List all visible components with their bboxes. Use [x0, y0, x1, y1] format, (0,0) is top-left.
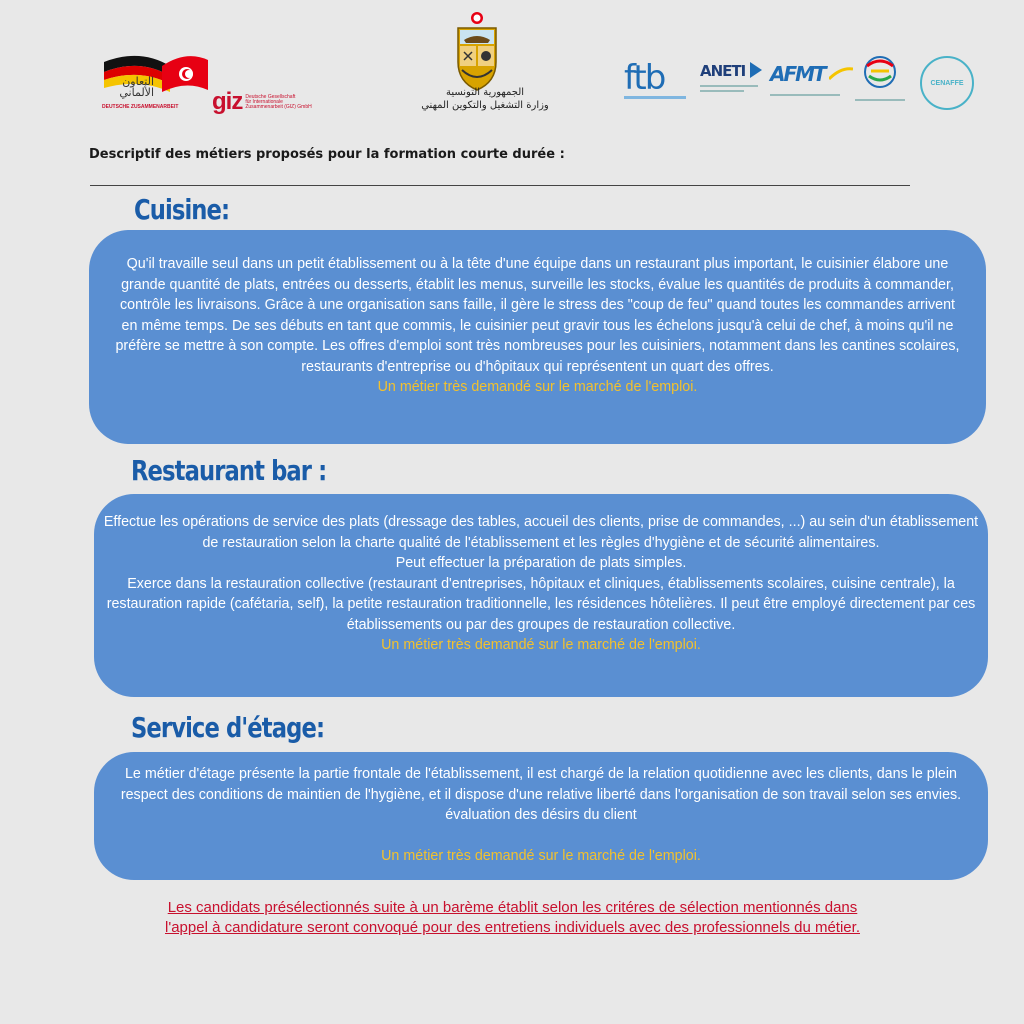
- giz-logo: [212, 88, 312, 116]
- section-box-restaurant-bar: [94, 494, 988, 697]
- german-cooperation-logo: [96, 50, 211, 120]
- tunisia-coat-of-arms-icon: [450, 10, 504, 92]
- divider: [90, 185, 910, 186]
- ministry-text: [410, 86, 560, 112]
- cooperation-arabic-text: التعاون الألماني: [119, 75, 154, 99]
- footer-notice: Les candidats présélectionnés suite à un barème établit selon les critéres de sélection mentionnés dans l'appel à candidature seront convoqué pour des entretiens individuels avec des professionnels du métier.: [165, 899, 860, 936]
- aneti-wordmark: ANETI: [700, 62, 746, 80]
- afmt-wordmark: AFMT: [770, 62, 825, 86]
- section-highlight-service-etage: Un métier très demandé sur le marché de l'emploi.: [381, 847, 701, 864]
- spacer: [108, 826, 974, 846]
- cenaffe-logo: [920, 56, 974, 110]
- ftb-wordmark: ftb: [624, 58, 665, 98]
- section-box-service-etage: [94, 752, 988, 880]
- section-title-service-etage: Service d'étage:: [131, 711, 325, 744]
- section-highlight-cuisine: Un métier très demandé sur le marché de l'emploi.: [377, 379, 698, 395]
- atfp-subtitle-bar: [855, 99, 905, 101]
- section-body-restaurant-bar-3: Exerce dans la restauration collective (restaurant d'entreprises, hôpitaux et cliniques, établissements scolaires, cuisine centrale), la restauration rapide (cafétaria, self), la petite restauration traditionnelle, les résidences hôtelières. Il peut être employé directement par ces établissements ou par des groupes de restauration collective.: [106, 575, 976, 633]
- aneti-arrow-icon: [750, 62, 762, 78]
- giz-wordmark: giz: [212, 88, 243, 115]
- aneti-subtitle-bar: [700, 85, 758, 87]
- ftb-logo: [624, 58, 686, 99]
- afmt-subtitle-bar: [770, 94, 840, 96]
- section-box-cuisine: [89, 230, 986, 444]
- aneti-subtitle-bar-2: [700, 90, 744, 92]
- ministry-line-1: الجمهورية التونسية: [445, 87, 525, 98]
- afmt-swoosh-icon: [829, 67, 853, 81]
- ministry-line-2: وزارة التشغيل والتكوين المهني: [421, 100, 549, 111]
- aneti-logo: [700, 62, 762, 92]
- cooperation-german-text: DEUTSCHE ZUSAMMENARBEIT: [102, 104, 179, 110]
- atfp-logo: [855, 52, 905, 101]
- page-intro: Descriptif des métiers proposés pour la formation courte durée :: [89, 147, 565, 162]
- section-body-restaurant-bar-2: Peut effectuer la préparation de plats simples.: [395, 555, 687, 571]
- cenaffe-wordmark: CENAFFE: [930, 79, 964, 87]
- section-highlight-restaurant-bar: Un métier très demandé sur le marché de l'emploi.: [381, 637, 701, 653]
- section-title-restaurant-bar: Restaurant bar :: [131, 454, 327, 487]
- atfp-emblem-icon: [855, 52, 905, 92]
- giz-subtitle: Deutsche Gesellschaft für Internationale Zusammenarbeit (GIZ) GmbH: [245, 93, 312, 110]
- section-body-restaurant-bar-1: Effectue les opérations de service des plats (dressage des tables, accueil des clients, prise de commandes, ...) au sein d'un établissement de restauration selon la charte qualité de l'établissement et les règles d'hygiène et de sécurité alimentaires.: [103, 514, 979, 551]
- afmt-logo: [770, 62, 853, 96]
- section-body-service-etage: Le métier d'étage présente la partie frontale de l'établissement, il est chargé de la relation quotidienne avec les clients, dans le plein respect des conditions de maintien de l'hygiène, et il dispose d'une relative liberté dans l'organisation de son travail selon ses envies. évaluation des désirs du client: [120, 766, 962, 823]
- section-body-cuisine: Qu'il travaille seul dans un petit établissement ou à la tête d'une équipe dans un restaurant plus important, le cuisinier élabore une grande quantité de plats, entrées ou desserts, établit les menus, surveille les stocks, évalue les quantités de produits à commander, contrôle les livraisons. Grâce à une organisation sans faille, il gère le stress des "coup de feu" quand toutes les commandes arrivent en même temps. De ses débuts en tant que commis, le cuisinier peut gravir tous les échelons jusqu'à celui de chef, à moins qu'il ne préfère se mettre à son compte. Les offres d'emploi sont très nombreuses pour les cuisiniers, notamment dans les cantines scolaires, restaurants d'entreprise ou d'hôpitaux qui représentent un quart des offres.: [115, 256, 960, 375]
- section-title-cuisine: Cuisine:: [134, 193, 230, 226]
